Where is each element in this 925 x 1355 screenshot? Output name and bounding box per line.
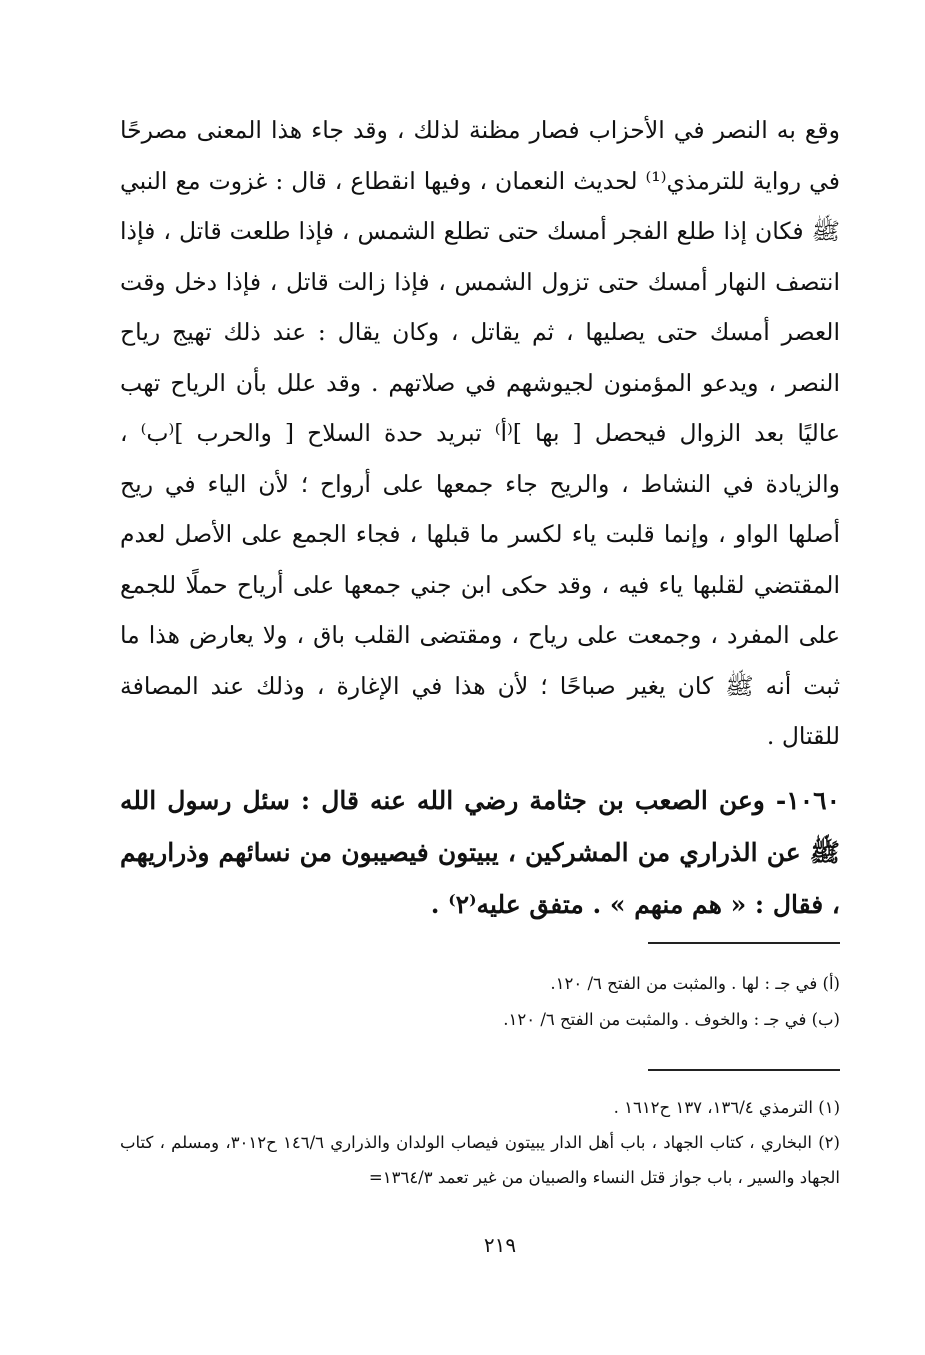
- variant-footnote-a: (أ) في جـ : لها . والمثبت من الفتح ٦/ ١٢٠.: [550, 974, 840, 993]
- source-footnote-1: (١) الترمذي ١٣٦/٤، ١٣٧ ح١٦١٢ .: [613, 1098, 840, 1117]
- footnote-separator-sources: [648, 1069, 840, 1071]
- source-footnotes: [120, 1090, 840, 1195]
- variant-footnotes: [120, 966, 840, 1038]
- footnote-separator-variants: [648, 942, 840, 944]
- source-footnote-2: (٢) البخاري ، كتاب الجهاد ، باب أهل الدار يبيتون فيصاب الولدان والذراري ١٤٦/٦ ح٣٠١٢، ومسلم ، كتاب الجهاد والسير ، باب جواز قتل النساء والصبيان من غير تعمد ١٣٦٤/٣=: [120, 1133, 840, 1187]
- commentary-paragraph: وقع به النصر في الأحزاب فصار مظنة لذلك ، وقد جاء هذا المعنى مصرحًا في رواية للترمذي⁽¹⁾ لحديث النعمان ، وفيها انقطاع ، قال : غزوت مع النبي ﷺ فكان إذا طلع الفجر أمسك حتى تطلع الشمس ، فإذا طلعت قاتل ، فإذا انتصف النهار أمسك حتى تزول الشمس ، فإذا زالت قاتل ، فإذا دخل وقت العصر أمسك حتى يصليها ، ثم يقاتل ، وكان يقال : عند ذلك تهيج رياح النصر ، ويدعو المؤمنون لجيوشهم في صلاتهم . وقد علل بأن الرياح تهب عاليًا بعد الزوال فيحصل [ بها ]⁽أ⁾ تبريد حدة السلاح [ والحرب ]⁽ب⁾ ، والزيادة في النشاط ، والريح جاء جمعها على أرواح ؛ لأن الياء في ريح أصلها الواو ، وإنما قلبت ياء لكسر ما قبلها ، فجاء الجمع على الأصل لعدم المقتضي لقلبها ياء فيه ، وقد حكى ابن جني جمعها على أرياح حملًا للجمع على المفرد ، وجمعت على رياح ، ومقتضى القلب باق ، ولا يعارض هذا ما ثبت أنه ﷺ كان يغير صباحًا ؛ لأن هذا في الإغارة ، وذلك عند المصافة للقتال .: [120, 116, 840, 750]
- variant-footnote-b: (ب) في جـ : والخوف . والمثبت من الفتح ٦/ ١٢٠.: [503, 1010, 840, 1029]
- hadith-paragraph: ١٠٦٠- وعن الصعب بن جثامة رضي الله عنه قال : سئل رسول الله ﷺ عن الذراري من المشركين ، يبيتون فيصيبون من نسائهم وذراريهم ، فقال : « هم منهم » . متفق عليه⁽٢⁾ .: [120, 786, 840, 919]
- page-number: ٢١٩: [483, 1233, 517, 1257]
